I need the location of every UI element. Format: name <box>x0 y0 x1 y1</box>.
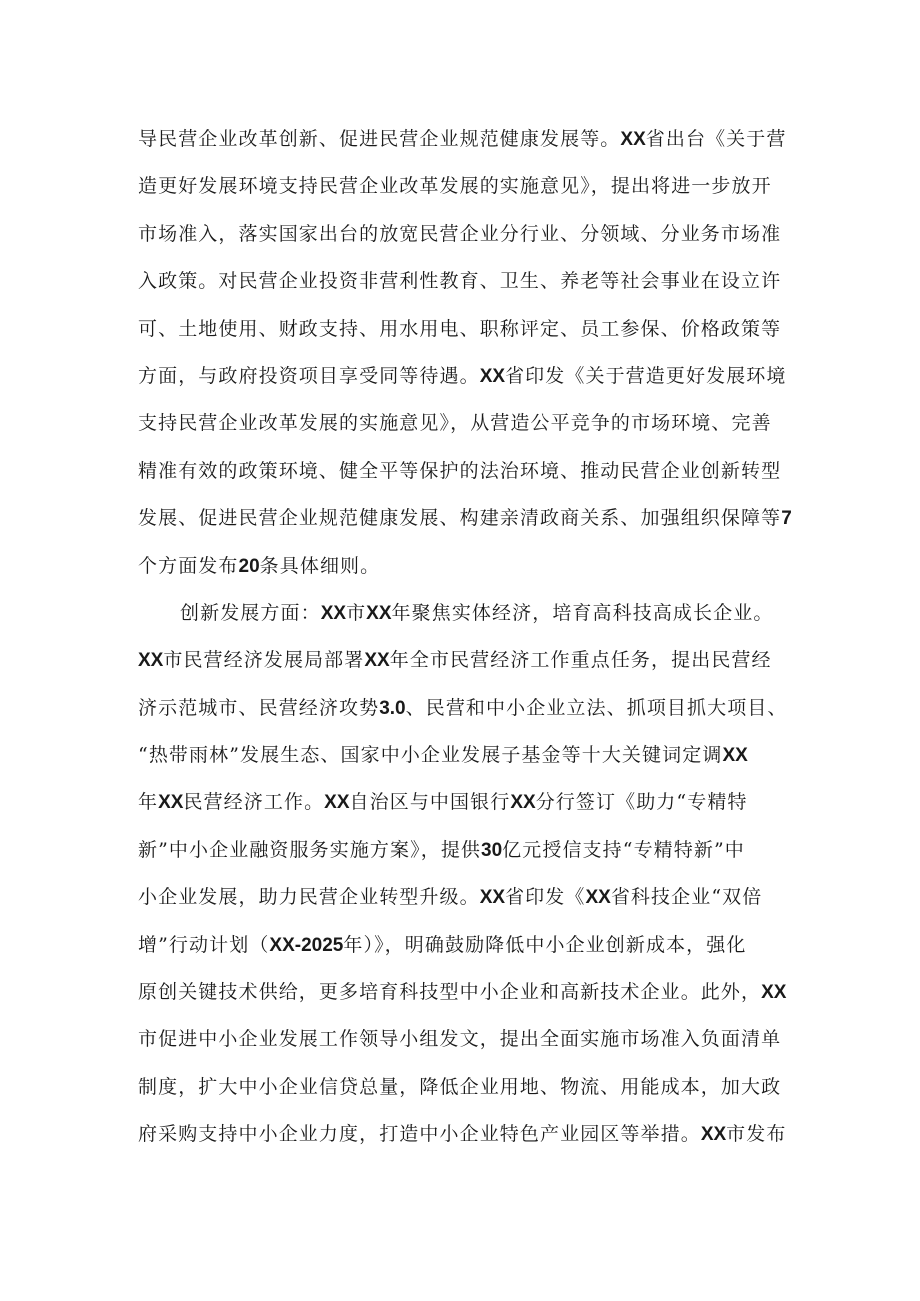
emphasis-text: XX <box>138 650 164 672</box>
text-line <box>138 827 788 874</box>
text-line <box>138 211 788 258</box>
line-text: 方面，与政府投资项目享受同等待遇。 <box>138 364 480 387</box>
emphasis-text: XX <box>364 650 390 672</box>
emphasis-text: XX <box>510 792 536 814</box>
line-text: 发展、促进民营企业规范健康发展、构建亲清政商关系、加强组织保障等 <box>138 507 782 530</box>
line-text: 府采购支持中小企业力度，打造中小企业特色产业园区等举措。 <box>138 1123 701 1146</box>
line-text: 小企业发展，助力民营企业转型升级。 <box>138 886 480 909</box>
line-text: 精准有效的政策环境、健全平等保护的法治环境、推动民营企业创新转型 <box>138 459 782 482</box>
text-line <box>138 1064 788 1111</box>
emphasis-text: XX <box>479 887 506 909</box>
line-text: 年）》，明确鼓励降低中小企业创新成本，强化 <box>343 933 747 956</box>
line-text: 亿元授信支持“专精特新”中 <box>502 838 745 861</box>
line-text: 年 <box>138 791 159 814</box>
emphasis-text: 30 <box>481 839 503 861</box>
line-text: 可、土地使用、财政支持、用水用电、职称评定、员工参保、价格政策等 <box>138 317 782 340</box>
text-line <box>138 400 788 447</box>
line-text: 造更好发展环境支持民营企业改革发展的实施意见》，提出将进一步放开 <box>138 175 772 198</box>
line-text: 增”行动计划（ <box>138 933 270 956</box>
emphasis-text: 7 <box>781 508 792 530</box>
line-text: 支持民营企业改革发展的实施意见》，从营造公平竞争的市场环境、完善 <box>138 412 772 435</box>
emphasis-text: XX <box>324 792 350 814</box>
emphasis-text: XX <box>158 792 184 814</box>
text-line <box>138 685 788 732</box>
text-line <box>138 922 788 969</box>
text-line <box>138 258 788 305</box>
emphasis-text: XX-2025 <box>269 934 344 956</box>
body-text <box>138 116 792 1159</box>
text-line <box>138 637 788 684</box>
line-text: 济示范城市、民营经济攻势 <box>138 696 380 719</box>
line-text: 民营经济工作。 <box>183 791 325 814</box>
text-line <box>138 353 788 400</box>
text-line <box>138 1111 788 1158</box>
line-text: 导民营企业改革创新、促进民营企业规范健康发展等。 <box>138 128 621 150</box>
emphasis-text: 20 <box>238 555 260 577</box>
paragraph-2 <box>138 590 788 1159</box>
text-line <box>138 163 788 210</box>
line-text: 个方面发布 <box>138 554 239 577</box>
emphasis-text: XX <box>761 982 787 1004</box>
line-text: 自治区与中国银行 <box>349 791 511 814</box>
text-line <box>138 448 788 495</box>
text-line <box>138 590 788 637</box>
text-line <box>138 969 788 1016</box>
line-text: 省印发《 <box>505 886 586 909</box>
emphasis-text: XX <box>620 129 646 150</box>
line-text: 年全市民营经济工作重点任务，提出民营经 <box>389 649 772 672</box>
line-text: 新”中小企业融资服务实施方案》，提供 <box>138 838 482 861</box>
line-text: 省印发《关于营造更好发展环境 <box>505 364 787 387</box>
text-line <box>138 495 792 542</box>
line-text: 市促进中小企业发展工作领导小组发文，提出全面实施市场准入负面清单 <box>138 1028 782 1051</box>
text-line <box>138 732 788 779</box>
line-text: 创新发展方面： <box>180 601 321 624</box>
text-line <box>138 116 788 163</box>
line-text: 原创关键技术供给，更多培育科技型中小企业和高新技术企业。此外， <box>138 981 762 1004</box>
line-text: 、民营和中小企业立法、抓项目抓大项目、 <box>405 696 788 719</box>
text-line <box>138 543 788 590</box>
line-text: “热带雨林”发展生态、国家中小企业发展子基金等十大关键词定调 <box>138 744 723 767</box>
line-text: 市 <box>346 601 367 624</box>
emphasis-text: XX <box>366 602 392 624</box>
text-line <box>138 1016 788 1063</box>
line-text: 市发布 <box>726 1123 787 1146</box>
line-text: 省科技企业“双倍 <box>610 886 763 909</box>
emphasis-text: XX <box>700 1124 727 1146</box>
emphasis-text: XX <box>585 887 611 909</box>
line-text: 市场准入，落实国家出台的放宽民营企业分行业、分领域、分业务市场准 <box>138 222 782 245</box>
line-text: 年聚焦实体经济，培育高科技高成长企业。 <box>391 601 774 624</box>
emphasis-text: XX <box>722 745 748 767</box>
emphasis-text: XX <box>479 365 506 387</box>
text-line <box>138 306 788 353</box>
paragraph-1 <box>138 116 792 590</box>
line-text: 市民营经济发展局部署 <box>163 649 365 672</box>
text-line <box>138 874 788 921</box>
text-line <box>138 779 788 826</box>
line-text: 条具体细则。 <box>259 554 381 577</box>
emphasis-text: 3.0 <box>379 697 406 719</box>
line-text: 分行签订《助力“专精特 <box>535 791 748 814</box>
line-text: 省出台《关于营 <box>645 128 787 150</box>
line-text: 入政策。对民营企业投资非营利性教育、卫生、养老等社会事业在设立许 <box>138 270 782 293</box>
emphasis-text: XX <box>320 602 347 624</box>
line-text: 制度，扩大中小企业信贷总量，降低企业用地、物流、用能成本，加大政 <box>138 1075 782 1098</box>
